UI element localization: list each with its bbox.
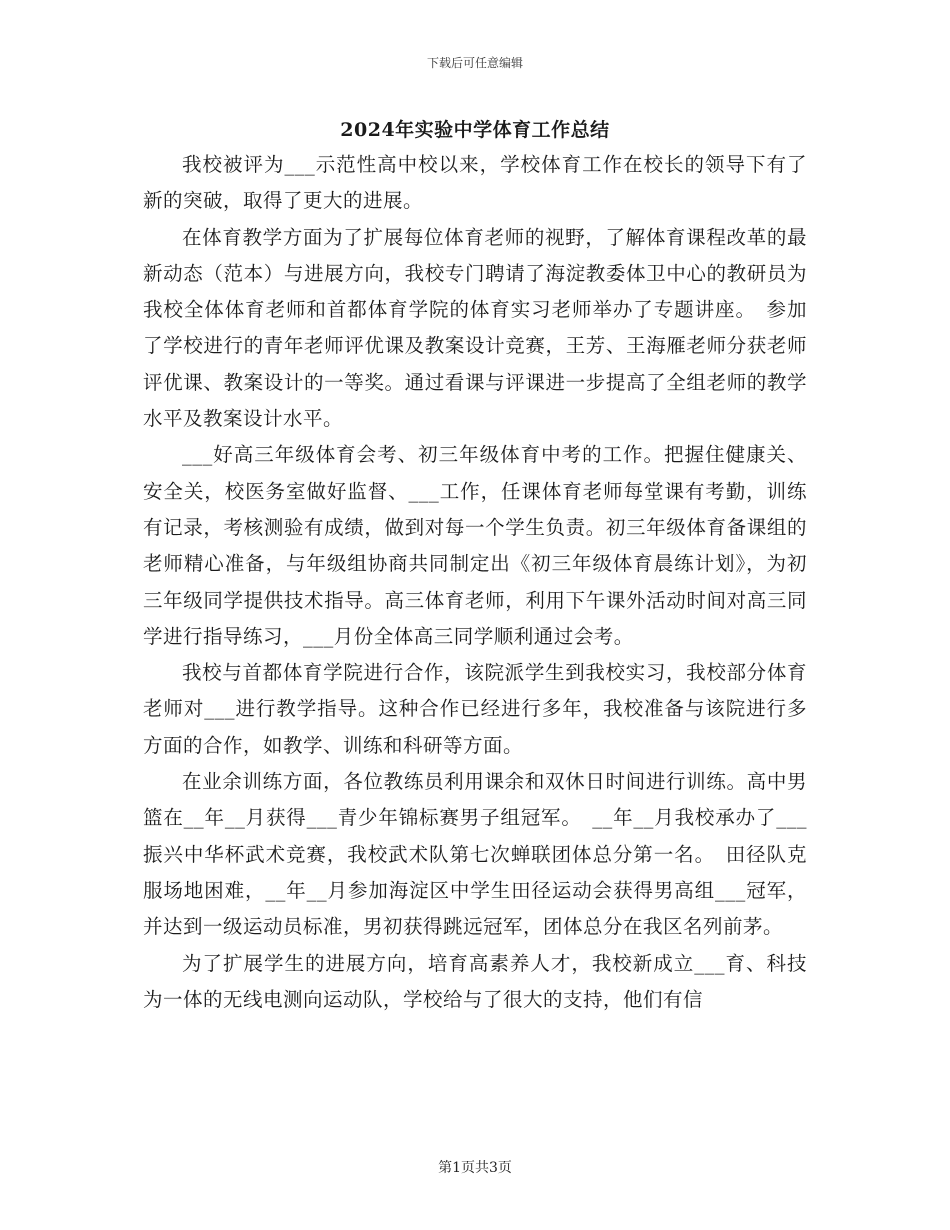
page-number: 第1页共3页 <box>438 1160 512 1176</box>
paragraph-6: 为了扩展学生的进展方向，培育高素养人才，我校新成立___育、科技为一体的无线电测向运动队，学校给与了很大的支持，他们有信 <box>143 951 807 1011</box>
paragraph-1: 我校被评为___示范性高中校以来，学校体育工作在校长的领导下有了新的突破，取得了更大的进展。 <box>143 153 807 213</box>
paragraph-2: 在体育教学方面为了扩展每位体育老师的视野，了解体育课程改革的最新动态（范本）与进展方向，我校专门聘请了海淀教委体卫中心的教研员为我校全体体育老师和首都体育学院的体育实习老师举办了专题讲座。 参加了学校进行的青年老师评优课及教案设计竞赛，王芳、王海雁老师分获老师评优课、教案设计的一等奖。通过看课与评课进一步提高了全组老师的教学水平及教案设计水平。 <box>143 225 807 431</box>
document-title: 2024年实验中学体育工作总结 <box>340 119 610 141</box>
paragraph-5: 在业余训练方面，各位教练员利用课余和双休日时间进行训练。高中男篮在__年__月获得___青少年锦标赛男子组冠军。 __年__月我校承办了___振兴中华杯武术竞赛，我校武术队第七次蝉联团体总分第一名。 田径队克服场地困难，__年__月参加海淀区中学生田径运动会获得男高组___冠军，并达到一级运动员标准，男初获得跳远冠军，团体总分在我区名列前茅。 <box>143 770 807 939</box>
paragraph-3: ___好高三年级体育会考、初三年级体育中考的工作。把握住健康关、安全关，校医务室做好监督、___工作，任课体育老师每堂课有考勤，训练有记录，考核测验有成绩，做到对每一个学生负责。初三年级体育备课组的老师精心准备，与年级组协商共同制定出《初三年级体育晨练计划》，为初三年级同学提供技术指导。高三体育老师，利用下午课外活动时间对高三同学进行指导练习，___月份全体高三同学顺利通过会考。 <box>143 443 807 648</box>
download-note: 下载后可任意编辑 <box>426 56 523 70</box>
document-body <box>143 147 807 1018</box>
paragraph-4: 我校与首都体育学院进行合作，该院派学生到我校实习，我校部分体育老师对___进行教学指导。这种合作已经进行多年，我校准备与该院进行多方面的合作，如教学、训练和科研等方面。 <box>143 661 807 757</box>
